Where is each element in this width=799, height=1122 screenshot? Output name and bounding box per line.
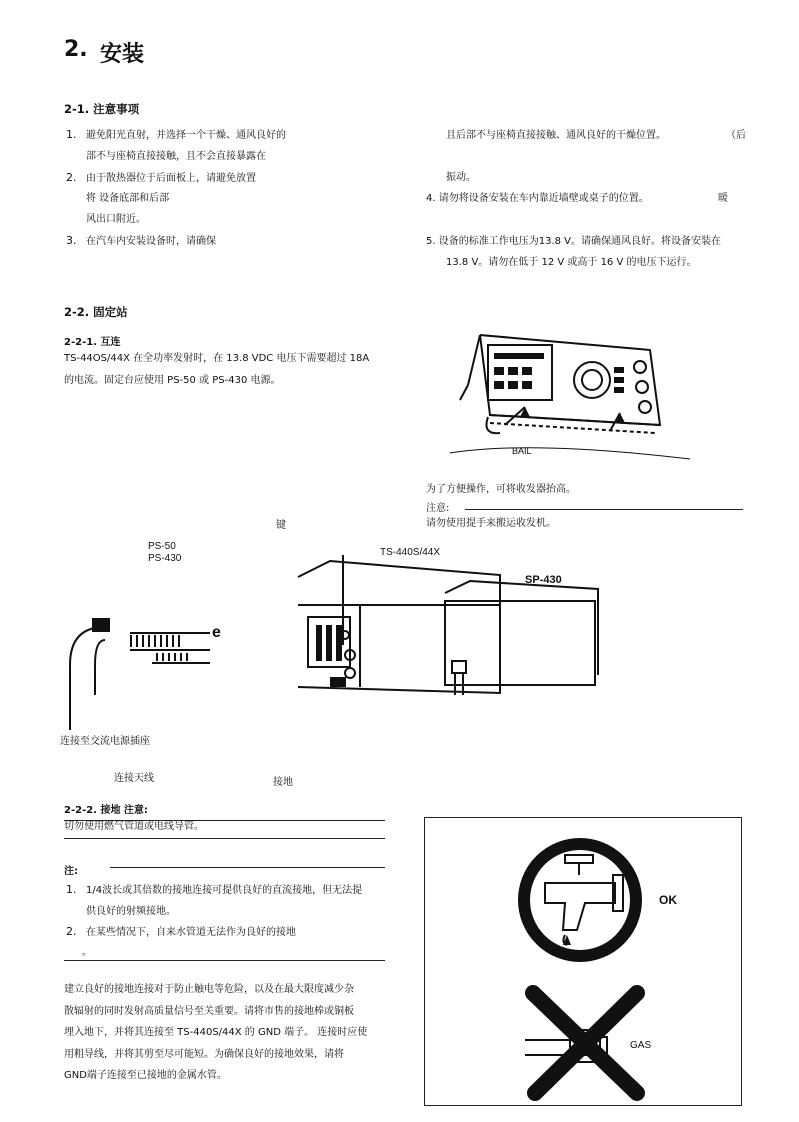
svg-text:e: e	[212, 624, 221, 641]
gas-label: GAS	[630, 1040, 652, 1051]
section-number: 2.	[64, 37, 88, 62]
note-number: 1.	[66, 883, 77, 896]
speaker-label: SP-430	[525, 574, 562, 586]
note-text: 。	[82, 947, 92, 958]
key-label: 键	[276, 520, 286, 531]
item-text: 避免阳光直射，并选择一个干燥、通风良好的	[86, 130, 286, 141]
grounding-warning: 切勿使用燃气管道或电线导管。	[64, 821, 204, 832]
note-text: 在某些情况下，自来水管道无法作为良好的接地	[86, 927, 296, 938]
bail-label: BAIL	[512, 446, 532, 456]
divider	[64, 838, 385, 839]
item-number: 1.	[66, 128, 77, 141]
item-text: 风出口附近。	[86, 214, 146, 225]
transceiver-label: TS-440S/44X	[380, 547, 441, 558]
water-pipe-ok-icon	[515, 835, 645, 965]
bail-note-text: 请勿使用提手来搬运收发机。	[426, 518, 556, 529]
right-col-item4: 4. 请勿将设备安装在车内靠近墙壁或桌子的位置。	[426, 193, 649, 204]
right-col-extra: 暖	[718, 193, 728, 204]
radio-bail-illustration	[450, 325, 690, 465]
item-number: 3.	[66, 234, 77, 247]
gas-pipe-prohibited-icon	[525, 985, 645, 1100]
bail-note-label: 注意:	[426, 503, 450, 514]
ok-label: OK	[659, 893, 677, 907]
grounding-paragraph: 用粗导线，并将其剪至尽可能短。为确保良好的接地效果，请将	[64, 1049, 344, 1060]
grounding-paragraph: 埋入地下，并将其连接至 TS-440S/44X 的 GND 端子。 连接时应使	[64, 1027, 368, 1038]
right-col-paren: （后	[726, 130, 746, 141]
note-text: 1/4波长或其倍数的接地连接可提供良好的直流接地，但无法提	[86, 885, 363, 896]
interconnect-text: TS-44OS/44X 在全功率发射时，在 13.8 VDC 电压下需要超过 18A	[64, 353, 370, 364]
ac-outlet-label: 连接至交流电源插座	[60, 736, 150, 747]
interconnect-text: 的电流。固定台应使用 PS-50 或 PS-430 电源。	[64, 375, 281, 386]
grounding-paragraph: GND端子连接至已接地的金属水管。	[64, 1070, 227, 1081]
section-title: 安装	[100, 42, 145, 67]
ground-label: 接地	[273, 777, 293, 788]
divider	[465, 509, 743, 510]
interconnect-heading: 2-2-1. 互连	[64, 337, 121, 348]
power-supply-label: PS-50	[148, 541, 176, 552]
note-text: 供良好的射频接地。	[86, 906, 176, 917]
right-col-item5: 5. 设备的标准工作电压为13.8 V。请确保通风良好。将设备安装在	[426, 236, 722, 247]
grounding-paragraph: 建立良好的接地连接对于防止触电等危险，以及在最大限度减少杂	[64, 984, 354, 995]
precautions-heading: 2-1. 注意事项	[64, 102, 140, 116]
bail-caption: 为了方便操作，可将收发器抬高。	[426, 484, 576, 495]
fixed-station-heading: 2-2. 固定站	[64, 305, 128, 319]
right-col-text: 且后部不与座椅直接接触、通风良好的干燥位置。	[446, 130, 666, 141]
item-text: 部不与座椅直接接触，且不会直接暴露在	[86, 151, 266, 162]
item-text: 在汽车内安装设备时，请确保	[86, 236, 216, 247]
note-number: 2.	[66, 925, 77, 938]
right-col-text: 振动。	[446, 172, 476, 183]
item-text: 由于散热器位于后面板上，请避免放置	[86, 173, 256, 184]
item-number: 2.	[66, 171, 77, 184]
power-supply-label: PS-430	[148, 553, 182, 564]
right-col-text: 13.8 V。请勿在低于 12 V 或高于 16 V 的电压下运行。	[446, 257, 697, 268]
notes-label: 注:	[64, 866, 78, 877]
connection-illustration	[60, 555, 600, 740]
grounding-paragraph: 散辐射的同时发射高质量信号至关重要。请将市售的接地棒或铜板	[64, 1006, 354, 1017]
antenna-label: 连接天线	[114, 773, 154, 784]
grounding-heading: 2-2-2. 接地 注意:	[64, 805, 148, 816]
divider	[110, 867, 385, 868]
item-text: 将 设备底部和后部	[86, 193, 170, 204]
divider	[64, 960, 385, 961]
